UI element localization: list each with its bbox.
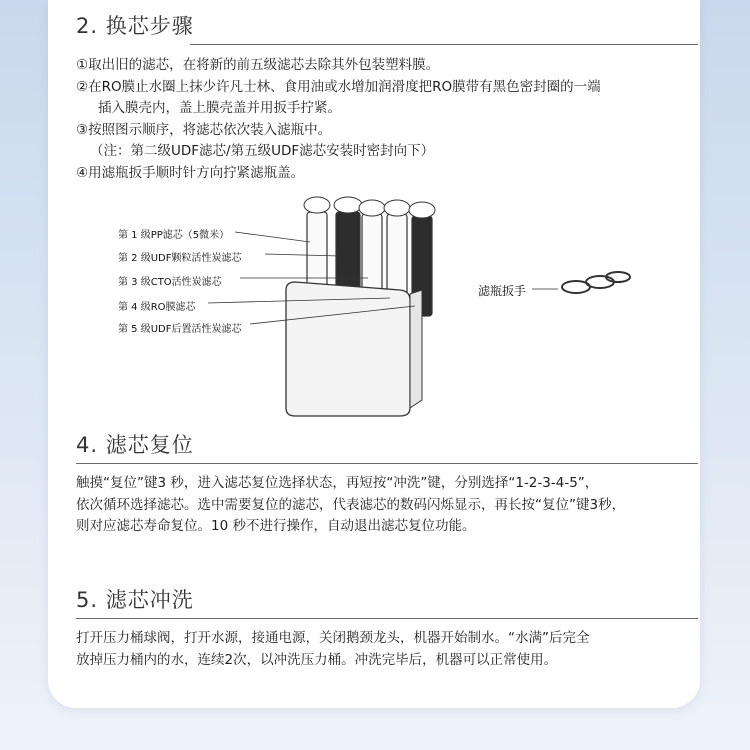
flush-line-1: 打开压力桶球阀，打开水源，接通电源，关闭鹅颈龙头，机器开始制水。“水满”后完全 xyxy=(76,630,590,646)
section-4-title: 4. 滤芯复位 xyxy=(76,433,194,457)
reset-line-2: 依次循环选择滤芯。选中需要复位的滤芯，代表滤芯的数码闪烁显示，再长按“复位”键3秒， xyxy=(76,496,626,513)
section-5-title: 5. 滤芯冲洗 xyxy=(76,588,194,612)
label-stage-5: 第 5 级UDF后置活性炭滤芯 xyxy=(118,324,242,335)
section-5-text xyxy=(76,628,686,671)
step-2-cont: 插入膜壳内，盖上膜壳盖并用扳手拧紧。 xyxy=(98,100,341,116)
flush-line-2: 放掉压力桶内的水，连续2次，以冲洗压力桶。冲洗完毕后，机器可以正常使用。 xyxy=(76,651,558,668)
step-1: ①取出旧的滤芯，在将新的前五级滤芯去除其外包装塑料膜。 xyxy=(76,57,440,73)
section-2-steps xyxy=(76,55,686,184)
label-stage-1: 第 1 级PP滤芯（5微米） xyxy=(118,230,230,241)
step-4: ④用滤瓶扳手顺时针方向拧紧滤瓶盖。 xyxy=(76,164,305,181)
step-2: ②在RO膜止水圈上抹少许凡士林、食用油或水增加润滑度把RO膜带有黑色密封圈的一端 xyxy=(76,78,601,95)
section-2-rule xyxy=(190,44,698,45)
label-stage-3: 第 3 级CTO活性炭滤芯 xyxy=(118,277,222,288)
section-2-header xyxy=(76,10,194,40)
section-2-title: 2. 换芯步骤 xyxy=(76,14,194,38)
section-4-text xyxy=(76,473,686,538)
reset-line-3: 则对应滤芯寿命复位。10 秒不进行操作，自动退出滤芯复位功能。 xyxy=(76,518,476,534)
section-5-rule xyxy=(76,618,698,619)
reset-line-1: 触摸“复位”键3 秒，进入滤芯复位选择状态，再短按“冲洗”键，分别选择“1-2-3-4-5”， xyxy=(76,475,599,491)
section-5-header xyxy=(76,584,194,614)
label-stage-2: 第 2 级UDF颗粒活性炭滤芯 xyxy=(118,253,242,264)
label-stage-4: 第 4 级RO膜滤芯 xyxy=(118,302,196,313)
section-4-header xyxy=(76,429,194,459)
label-wrench: 滤瓶扳手 xyxy=(478,284,527,298)
step-3: ③按照图示顺序，将滤芯依次装入滤瓶中。 xyxy=(76,121,332,138)
filter-diagram xyxy=(100,190,660,420)
step-3-note: （注：第二级UDF滤芯/第五级UDF滤芯安装时密封向下） xyxy=(90,143,435,159)
section-4-rule xyxy=(76,463,698,464)
